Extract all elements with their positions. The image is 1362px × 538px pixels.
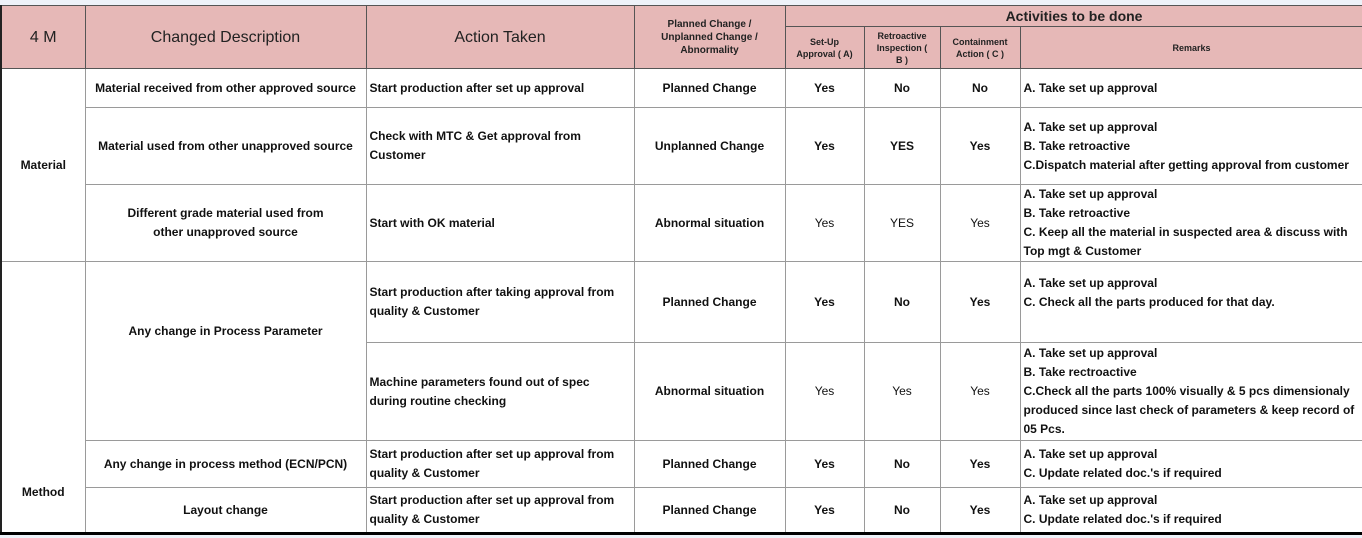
- change-type-cell: Planned Change: [634, 488, 785, 534]
- header-activities-to-be-done: Activities to be done: [785, 6, 1362, 27]
- setup-approval-cell: Yes: [785, 441, 864, 488]
- setup-approval-cell: Yes: [785, 488, 864, 534]
- changed-description-cell: Material received from other approved source: [85, 69, 366, 108]
- remark-line: A. Take set up approval: [1023, 276, 1158, 290]
- remarks-cell: [1020, 69, 1362, 108]
- remark-line: C. Keep all the material in suspected area & discuss with: [1023, 225, 1348, 239]
- remark-line: A. Take set up approval: [1023, 80, 1158, 95]
- containment-cell: Yes: [940, 108, 1020, 185]
- retroactive-cell: No: [864, 262, 940, 343]
- table-row: [1, 185, 1362, 262]
- containment-cell: Yes: [940, 185, 1020, 262]
- action-taken-cell: Start with OK material: [366, 185, 634, 262]
- remark-line: B. Take retroactive: [1023, 206, 1130, 220]
- remark-line: B. Take rectroactive: [1023, 365, 1137, 379]
- remarks-cell: [1020, 262, 1362, 343]
- action-taken-cell: Start production after set up approval from quality & Customer: [366, 441, 634, 488]
- table-row: [1, 488, 1362, 534]
- change-type-cell: Abnormal situation: [634, 343, 785, 441]
- action-taken-cell: Start production after set up approval: [366, 69, 634, 108]
- table-row: [1, 441, 1362, 488]
- four-m-change-table-sheet: [0, 5, 1362, 533]
- containment-cell: No: [940, 69, 1020, 108]
- remark-line: A. Take set up approval: [1023, 447, 1158, 461]
- action-taken-cell: Start production after set up approval from quality & Customer: [366, 488, 634, 534]
- containment-cell: Yes: [940, 262, 1020, 343]
- remark-line: A. Take set up approval: [1023, 493, 1158, 507]
- containment-cell: Yes: [940, 441, 1020, 488]
- four-m-change-table: [0, 5, 1362, 535]
- remark-line: B. Take retroactive: [1023, 138, 1130, 153]
- remarks-cell: [1020, 185, 1362, 262]
- category-material: Material: [1, 69, 85, 262]
- header-remarks: Remarks: [1020, 27, 1362, 69]
- change-type-cell: Unplanned Change: [634, 108, 785, 185]
- setup-approval-cell: Yes: [785, 108, 864, 185]
- change-type-cell: Abnormal situation: [634, 185, 785, 262]
- setup-approval-cell: Yes: [785, 262, 864, 343]
- containment-cell: Yes: [940, 343, 1020, 441]
- change-type-cell: Planned Change: [634, 69, 785, 108]
- changed-description-cell: Material used from other unapproved source: [85, 108, 366, 185]
- remark-line: produced since last check of parameters & keep record of: [1023, 403, 1355, 417]
- setup-approval-cell: Yes: [785, 69, 864, 108]
- header-retroactive-inspection: Retroactive Inspection ( B ): [864, 27, 940, 69]
- remark-line: A. Take set up approval: [1023, 119, 1158, 134]
- remark-line: C. Update related doc.'s if required: [1023, 466, 1222, 480]
- retroactive-cell: No: [864, 488, 940, 534]
- remarks-cell: [1020, 488, 1362, 534]
- retroactive-cell: No: [864, 441, 940, 488]
- remarks-cell: [1020, 108, 1362, 185]
- header-changed-description: Changed Description: [85, 6, 366, 69]
- remark-line: C. Check all the parts produced for that day.: [1023, 295, 1275, 309]
- setup-approval-cell: Yes: [785, 185, 864, 262]
- header-action-taken: Action Taken: [366, 6, 634, 69]
- header-setup-approval: Set-Up Approval ( A): [785, 27, 864, 69]
- changed-description-cell: Any change in Process Parameter: [85, 262, 366, 441]
- table-row: [1, 262, 1362, 343]
- retroactive-cell: YES: [864, 108, 940, 185]
- header-four-m: 4 M: [1, 6, 85, 69]
- table-row: [1, 69, 1362, 108]
- action-taken-cell: Machine parameters found out of spec during routine checking: [366, 343, 634, 441]
- remark-line: C.Dispatch material after getting approval from customer: [1023, 157, 1349, 172]
- remark-line: C.Check all the parts 100% visually & 5 pcs dimensionaly: [1023, 384, 1350, 398]
- remark-line: 05 Pcs.: [1023, 422, 1065, 436]
- action-taken-cell: Check with MTC & Get approval from Customer: [366, 108, 634, 185]
- changed-description-cell: Any change in process method (ECN/PCN): [85, 441, 366, 488]
- action-taken-cell: Start production after taking approval from quality & Customer: [366, 262, 634, 343]
- retroactive-cell: No: [864, 69, 940, 108]
- retroactive-cell: Yes: [864, 343, 940, 441]
- category-method: Method: [1, 262, 85, 534]
- remark-line: Top mgt & Customer: [1023, 244, 1142, 258]
- setup-approval-cell: Yes: [785, 343, 864, 441]
- table-row: [1, 108, 1362, 185]
- changed-description-cell: Layout change: [85, 488, 366, 534]
- change-type-cell: Planned Change: [634, 262, 785, 343]
- retroactive-cell: YES: [864, 185, 940, 262]
- remarks-cell: [1020, 441, 1362, 488]
- containment-cell: Yes: [940, 488, 1020, 534]
- remark-line: C. Update related doc.'s if required: [1023, 512, 1222, 526]
- header-containment-action: Containment Action ( C ): [940, 27, 1020, 69]
- header-change-type: Planned Change / Unplanned Change / Abnormality: [634, 6, 785, 69]
- remark-line: A. Take set up approval: [1023, 187, 1158, 201]
- remarks-cell: [1020, 343, 1362, 441]
- changed-description-cell: Different grade material used from other unapproved source: [85, 185, 366, 262]
- remark-line: A. Take set up approval: [1023, 346, 1158, 360]
- change-type-cell: Planned Change: [634, 441, 785, 488]
